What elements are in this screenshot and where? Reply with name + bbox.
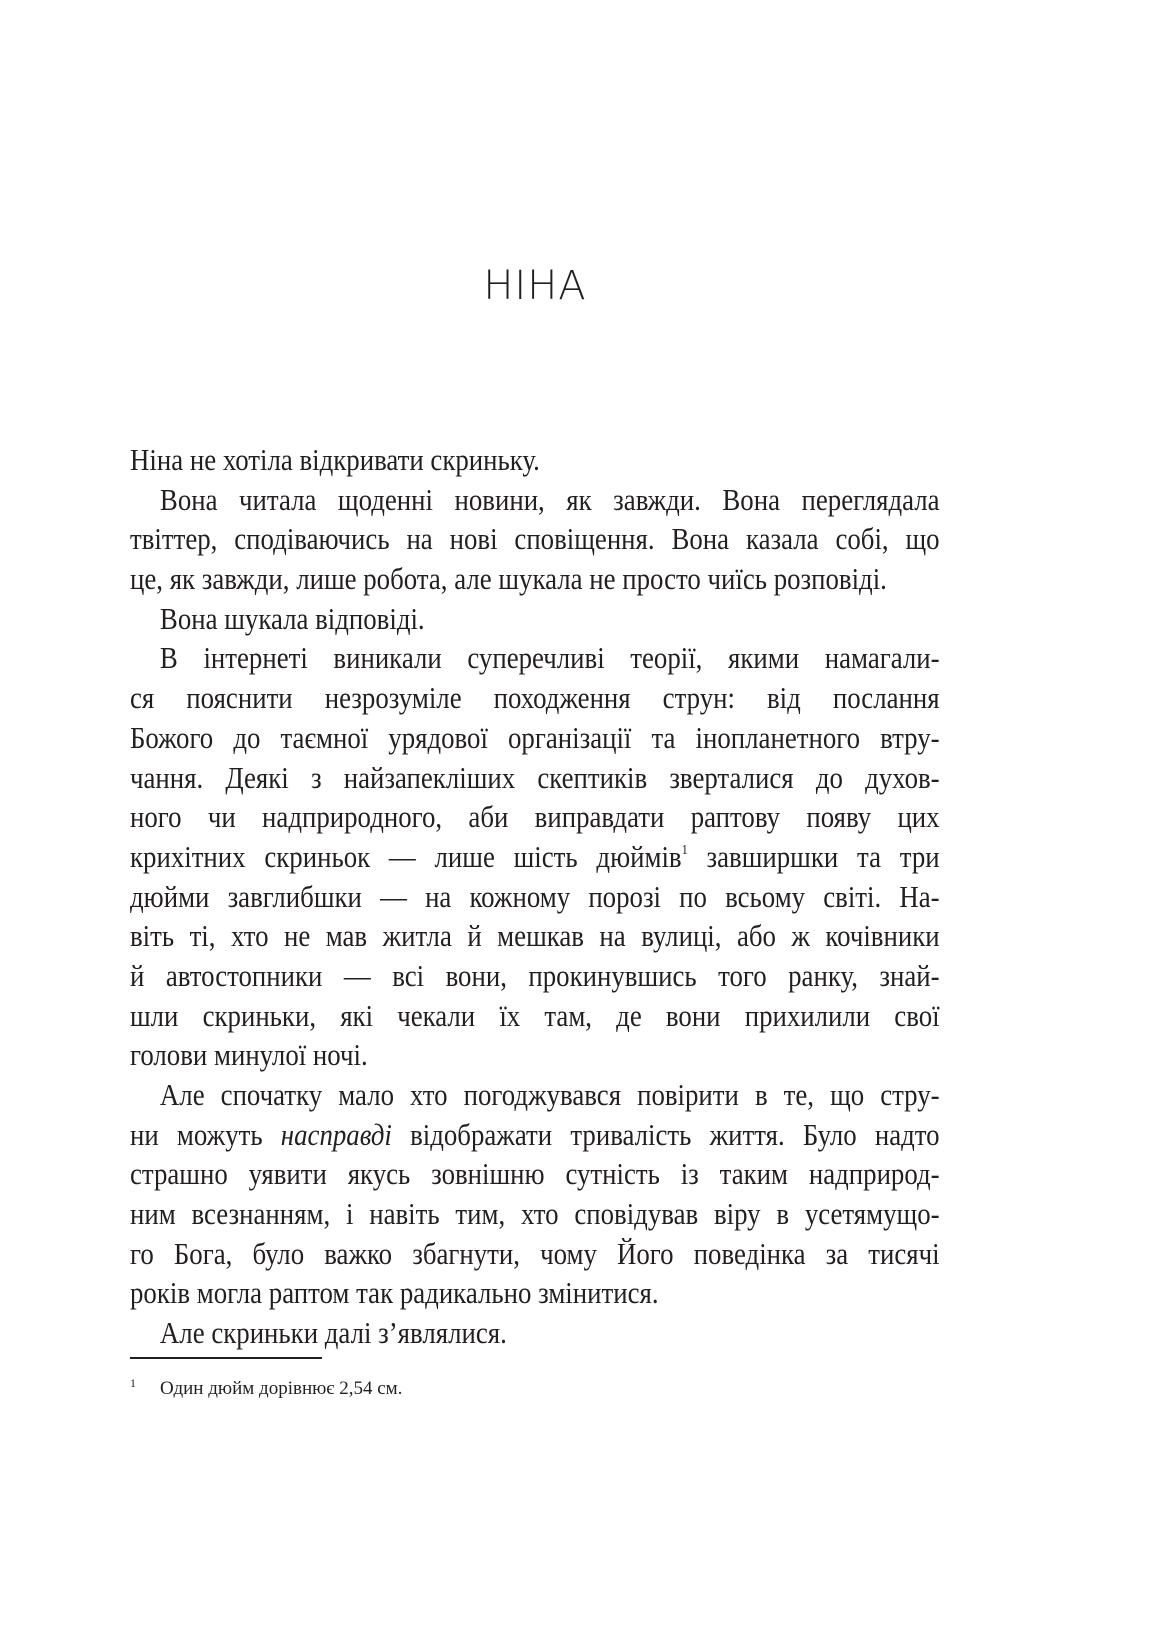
text-segment: страшно уявити якусь зовнішню сутність із таким надприрод- — [130, 1157, 940, 1192]
text-segment: шли скриньки, які чекали їх там, де вони прихилили свої — [130, 998, 940, 1033]
text-line — [130, 1314, 940, 1354]
text-segment: ся пояснити незрозуміле походження струн: від послання — [130, 681, 940, 716]
text-segment: чання. Деякі з найзапекліших скептиків зверталися до духов- — [130, 760, 940, 795]
emphasized-text: насправді — [280, 1117, 392, 1152]
text-line — [130, 759, 940, 799]
text-line — [130, 441, 940, 481]
text-segment: Ніна не хотіла відкривати скриньку. — [130, 443, 540, 477]
text-line — [130, 1235, 940, 1275]
text-segment: голови минулої ночі. — [130, 1038, 368, 1073]
text-line — [130, 1076, 940, 1116]
text-line — [130, 838, 940, 878]
text-segment: й автостопники — всі вони, прокинувшись того ранку, знай- — [130, 958, 940, 993]
text-line — [130, 1274, 940, 1314]
text-line — [130, 600, 940, 640]
text-line — [130, 878, 940, 918]
text-line — [130, 639, 940, 679]
text-line — [130, 719, 940, 759]
text-line — [130, 957, 940, 997]
text-segment: завширшки та три — [687, 839, 940, 874]
body-text — [130, 441, 940, 1354]
text-segment: Але спочатку мало хто погоджувався повірити в те, що стру- — [159, 1078, 940, 1112]
text-segment: В інтернеті виникали суперечливі теорії, якими намагали- — [159, 641, 940, 676]
text-line — [130, 1195, 940, 1235]
text-segment: Божого до таємної урядової організації та інопланетного втру- — [130, 720, 940, 755]
text-segment: ни можуть — [130, 1117, 281, 1152]
text-line — [130, 679, 940, 719]
text-line — [130, 520, 940, 560]
chapter-title: НІНА — [483, 262, 587, 309]
text-line — [130, 1116, 940, 1156]
text-segment: Вона читала щоденні новини, як завжди. Вона переглядала — [159, 482, 940, 517]
text-segment: ним всезнанням, і навіть тим, хто сповідував віру в усетямущо- — [130, 1197, 940, 1232]
text-line — [130, 997, 940, 1037]
text-line — [130, 917, 940, 957]
text-segment: Але скриньки далі з’являлися. — [159, 1316, 507, 1351]
text-segment: ного чи надприродного, аби виправдати раптову появу цих — [130, 800, 940, 835]
footnote-reference: 1 — [681, 842, 688, 858]
text-segment: Вона шукала відповіді. — [159, 601, 425, 636]
footnote-number: 1 — [130, 1376, 136, 1390]
text-line — [130, 481, 940, 521]
text-segment: це, як завжди, лише робота, але шукала не просто чиїсь розповіді. — [130, 562, 887, 597]
text-segment: віть ті, хто не мав житла й мешкав на вулиці, або ж кочівники — [130, 919, 940, 954]
text-segment: твіттер, сподіваючись на нові сповіщення. Вона казала собі, що — [130, 522, 940, 557]
text-line — [130, 1155, 940, 1195]
text-segment: дюйми завглибшки — на кожному порозі по всьому світі. На- — [130, 879, 940, 914]
text-line — [130, 1036, 940, 1076]
footnote-divider — [130, 1357, 322, 1359]
footnote — [130, 1378, 402, 1400]
text-segment: го Бога, було важко збагнути, чому Його поведінка за тисячі — [130, 1236, 940, 1271]
text-segment: відображати тривалість життя. Було надто — [391, 1117, 940, 1152]
text-line — [130, 798, 940, 838]
text-segment: крихітних скриньок — лише шість дюймів — [130, 839, 682, 874]
footnote-text: Один дюйм дорівнює 2,54 см. — [160, 1378, 403, 1399]
text-segment: років могла раптом так радикально змінитися. — [130, 1276, 659, 1311]
text-line — [130, 560, 940, 600]
